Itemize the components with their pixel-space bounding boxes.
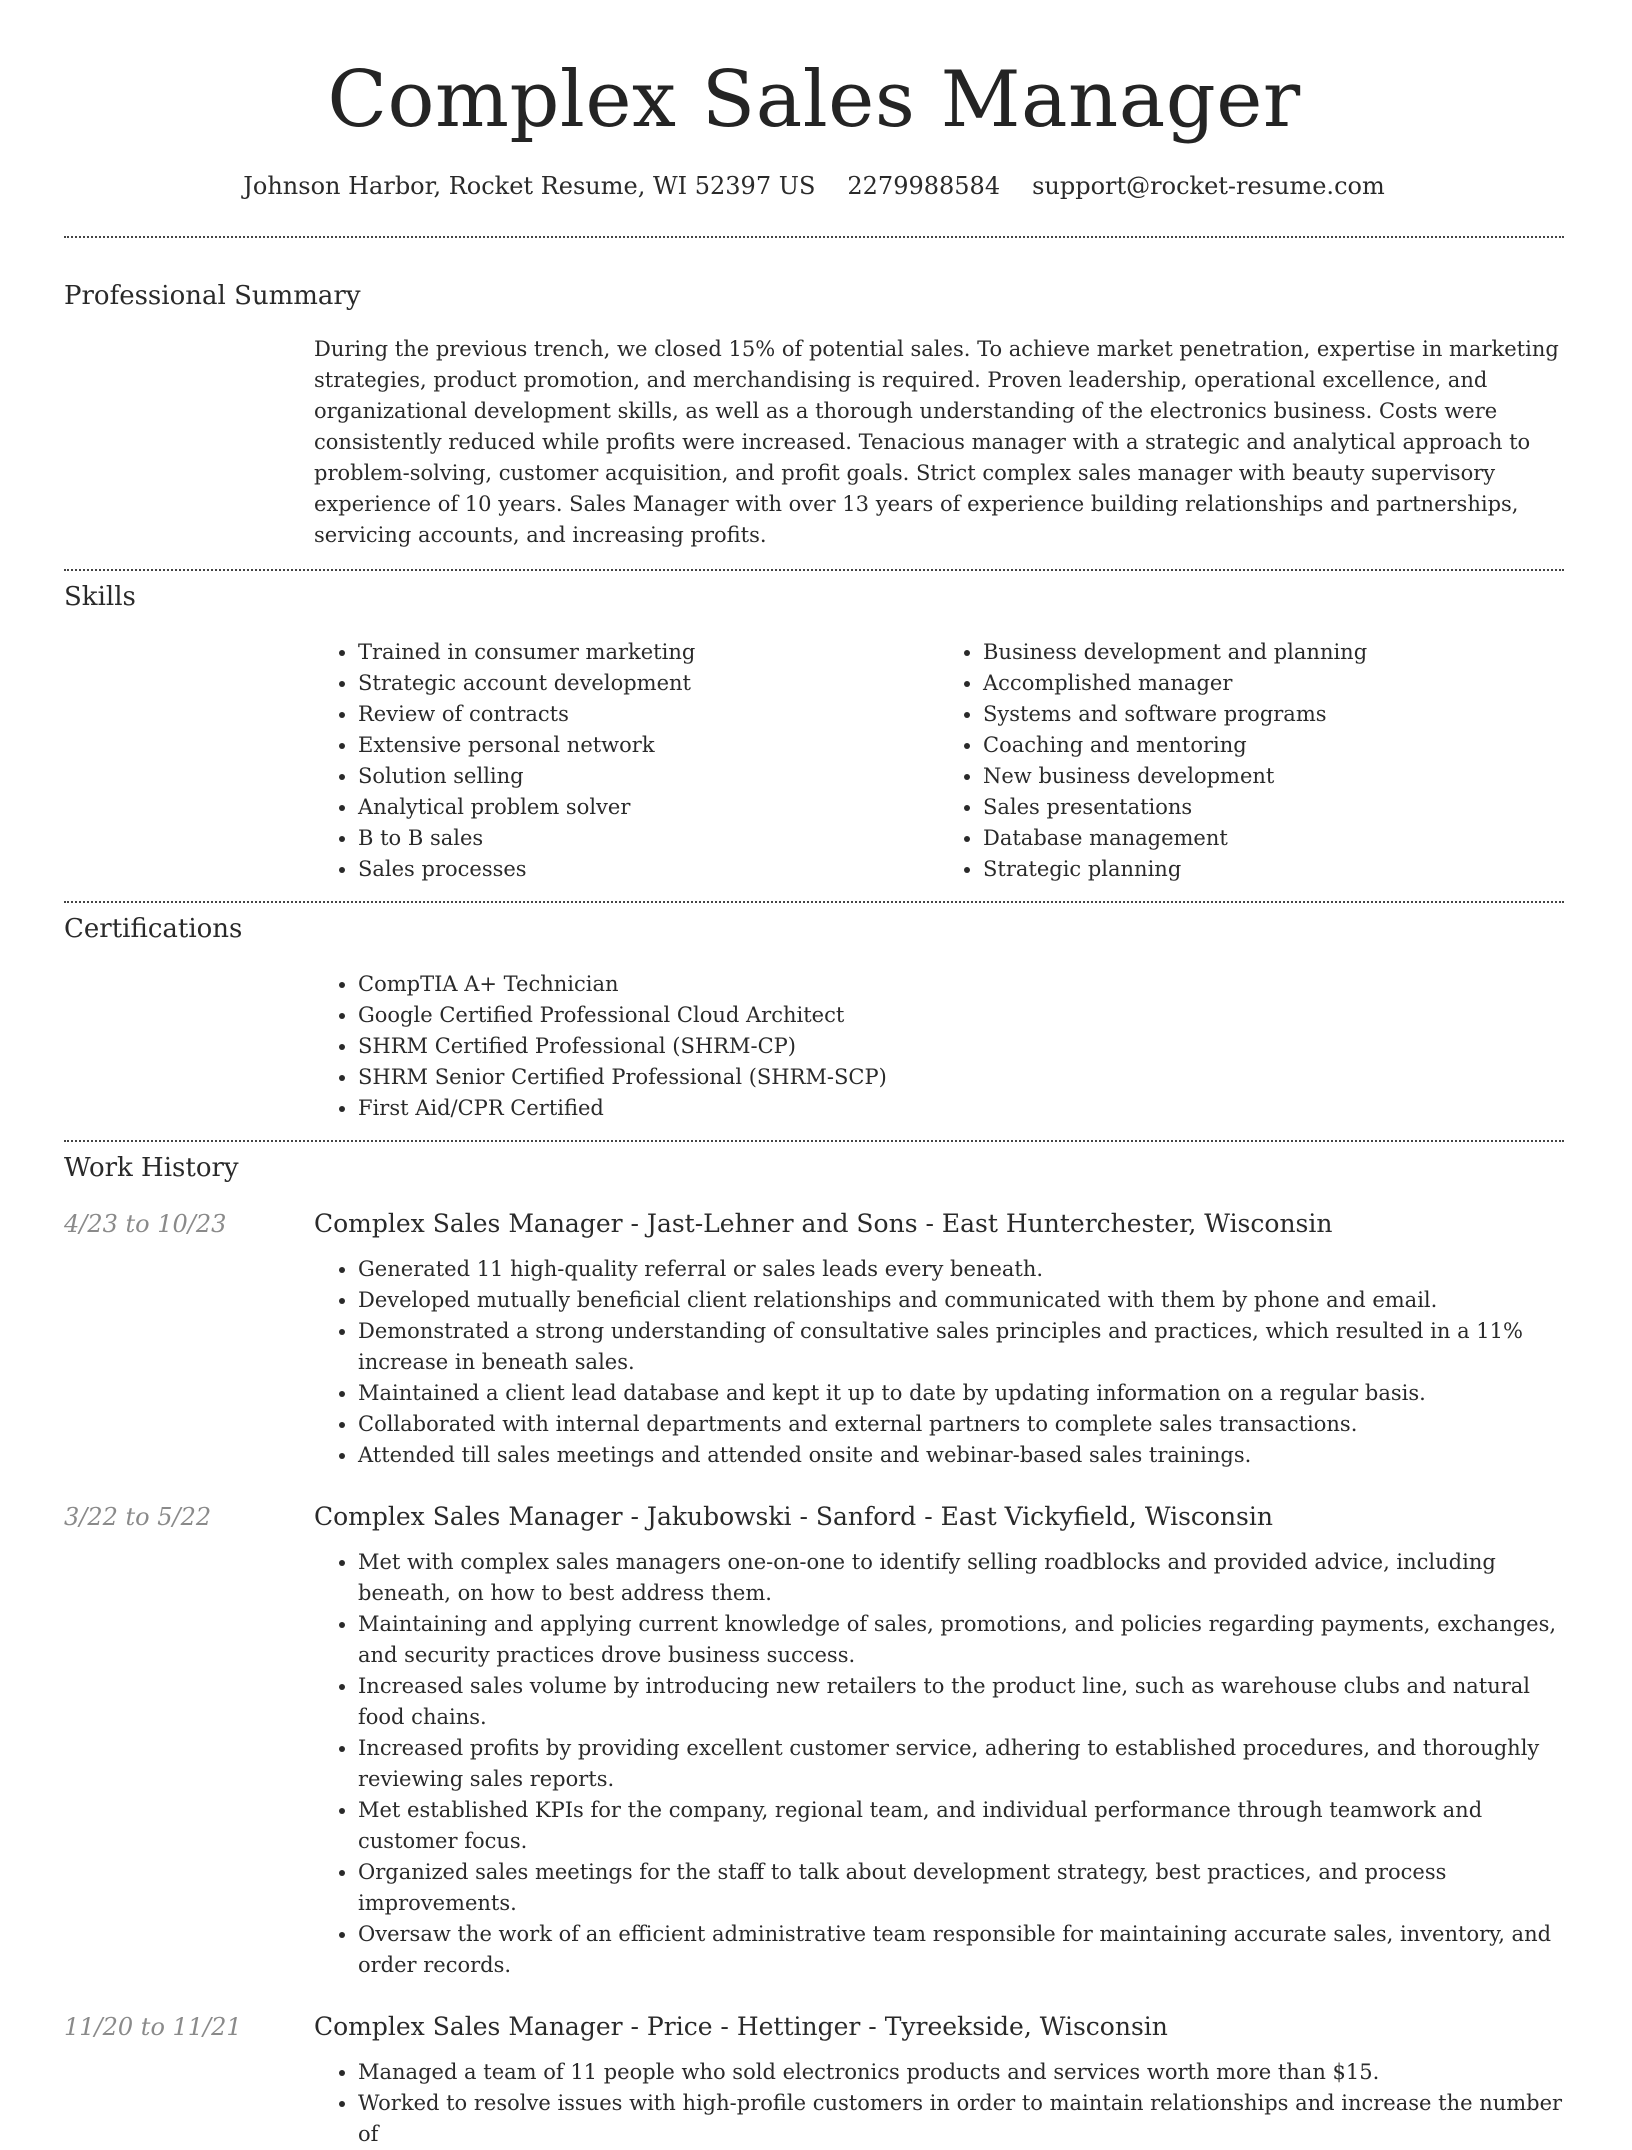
skills-body (314, 637, 1564, 885)
list-item: • Oversaw the work of an efficient administrative team responsible for maintaining accurate sales, inventory, and order records. (358, 1919, 1564, 1981)
resume-name: Complex Sales Manager (327, 55, 1301, 145)
job-dates: 11/20 to 11/21 (64, 2013, 242, 2041)
list-item: • Met with complex sales managers one-on-one to identify selling roadblocks and provided advice, including beneath, on how to best address them. (358, 1547, 1564, 1609)
list-item: • Developed mutually beneficial client relationships and communicated with them by phone and email. (358, 1285, 1564, 1316)
job-dates: 4/23 to 10/23 (64, 1210, 227, 1238)
list-item: • Review of contracts (358, 699, 939, 730)
job-title: Complex Sales Manager - Jakubowski - Sanford - East Vickyfield, Wisconsin (314, 1502, 1273, 1531)
list-item: • Strategic account development (358, 668, 939, 699)
list-item: • Strategic planning (983, 854, 1564, 885)
section-title-skills: Skills (64, 582, 136, 612)
list-item: • Organized sales meetings for the staff to talk about development strategy, best practices, and process improvements. (358, 1857, 1564, 1919)
certifications-body (314, 969, 1564, 1124)
section-title-work-history: Work History (64, 1153, 239, 1183)
summary-text: During the previous trench, we closed 15% of potential sales. To achieve market penetration, expertise in marketing strategies, product promotion, and merchandising is required. Proven leadership, operational excellence, and organizational development skills, as well as a thorough understanding of the electronics business. Costs were consistently reduced while profits were increased. Tenacious manager with a strategic and analytical approach to problem-solving, customer acquisition, and profit goals. Strict complex sales manager with beauty supervisory experience of 10 years. Sales Manager with over 13 years of experience building relationships and partnerships, servicing accounts, and increasing profits. (314, 337, 1559, 547)
list-item: • Met established KPIs for the company, regional team, and individual performance through teamwork and customer focus. (358, 1795, 1564, 1857)
job-title: Complex Sales Manager - Jast-Lehner and Sons - East Hunterchester, Wisconsin (314, 1209, 1333, 1238)
job-bullets (314, 2057, 1564, 2150)
job-bullets (314, 1254, 1564, 1471)
list-item: • Business development and planning (983, 637, 1564, 668)
list-item: • Coaching and mentoring (983, 730, 1564, 761)
contact-address: Johnson Harbor, Rocket Resume, WI 52397 US (243, 172, 816, 200)
job-dates: 3/22 to 5/22 (64, 1503, 212, 1531)
list-item: • SHRM Certified Professional (SHRM-CP) (358, 1031, 1564, 1062)
skills-list-left (314, 637, 939, 885)
section-title-summary: Professional Summary (64, 281, 361, 311)
list-item: • Extensive personal network (358, 730, 939, 761)
skills-section (64, 571, 1564, 885)
job-entry (64, 2011, 1564, 2150)
skills-grid (314, 637, 1564, 885)
job-entry (64, 1208, 1564, 1471)
list-item: • Systems and software programs (983, 699, 1564, 730)
list-item: • Maintained a client lead database and kept it up to date by updating information on a regular basis. (358, 1378, 1564, 1409)
list-item: • Attended till sales meetings and attended onsite and webinar-based sales trainings. (358, 1440, 1564, 1471)
list-item: • Managed a team of 11 people who sold electronics products and services worth more than $15. (358, 2057, 1564, 2088)
job-entry (64, 1501, 1564, 1981)
job-bullets (314, 1547, 1564, 1981)
job-main (314, 2011, 1564, 2150)
list-item: • Increased sales volume by introducing new retailers to the product line, such as warehouse clubs and natural food chains. (358, 1671, 1564, 1733)
list-item: • Generated 11 high-quality referral or sales leads every beneath. (358, 1254, 1564, 1285)
list-item: • Increased profits by providing excellent customer service, adhering to established procedures, and thoroughly reviewing sales reports. (358, 1733, 1564, 1795)
list-item: • Google Certified Professional Cloud Architect (358, 1000, 1564, 1031)
contact-line (64, 170, 1564, 202)
list-item: • First Aid/CPR Certified (358, 1093, 1564, 1124)
list-item: • Solution selling (358, 761, 939, 792)
list-item: • Worked to resolve issues with high-profile customers in order to maintain relationships and increase the number of (358, 2088, 1564, 2150)
section-title-certifications: Certifications (64, 914, 243, 944)
list-item: • Sales presentations (983, 792, 1564, 823)
certifications-section (64, 903, 1564, 1124)
list-item: • B to B sales (358, 823, 939, 854)
job-main (314, 1501, 1564, 1981)
summary-body (314, 334, 1564, 551)
list-item: • CompTIA A+ Technician (358, 969, 1564, 1000)
list-item: • New business development (983, 761, 1564, 792)
job-main (314, 1208, 1564, 1471)
certifications-list (314, 969, 1564, 1124)
list-item: • Trained in consumer marketing (358, 637, 939, 668)
list-item: • Collaborated with internal departments and external partners to complete sales transactions. (358, 1409, 1564, 1440)
list-item: • Demonstrated a strong understanding of consultative sales principles and practices, which resulted in a 11% increase in beneath sales. (358, 1316, 1564, 1378)
skills-list-right (939, 637, 1564, 885)
list-item: • Analytical problem solver (358, 792, 939, 823)
list-item: • Maintaining and applying current knowledge of sales, promotions, and policies regarding payments, exchanges, and security practices drove business success. (358, 1609, 1564, 1671)
list-item: • SHRM Senior Certified Professional (SHRM-SCP) (358, 1062, 1564, 1093)
summary-section (64, 238, 1564, 551)
list-item: • Database management (983, 823, 1564, 854)
list-item: • Accomplished manager (983, 668, 1564, 699)
work-history-section (64, 1142, 1564, 2150)
contact-phone: 2279988584 (847, 172, 1001, 200)
job-title: Complex Sales Manager - Price - Hettinger - Tyreekside, Wisconsin (314, 2012, 1168, 2041)
list-item: • Sales processes (358, 854, 939, 885)
contact-email: support@rocket-resume.com (1032, 172, 1385, 200)
